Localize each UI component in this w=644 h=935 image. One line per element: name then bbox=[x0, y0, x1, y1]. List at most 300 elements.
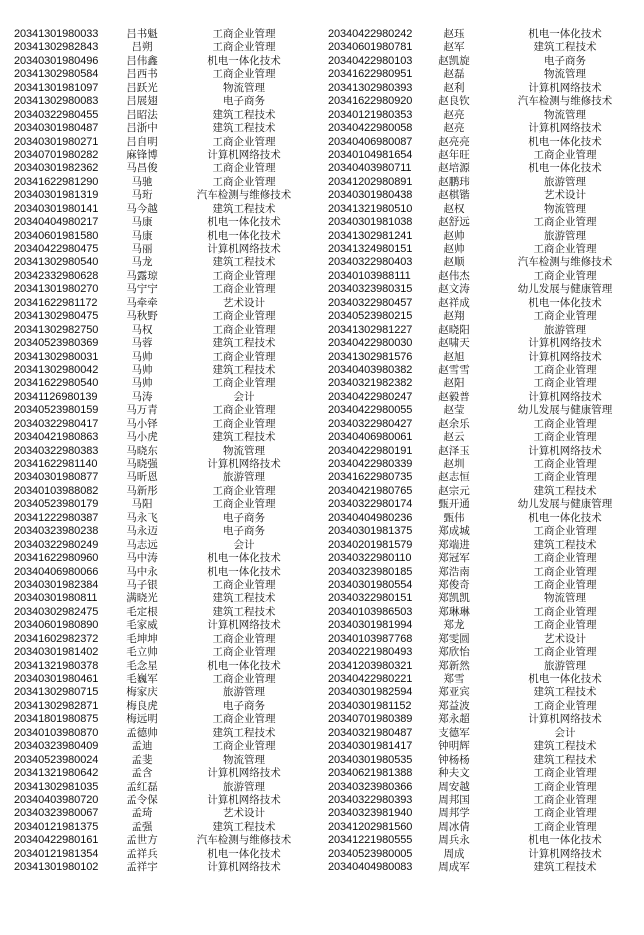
student-major: 电子商务 bbox=[223, 95, 265, 108]
student-id: 20340322980393 bbox=[328, 793, 413, 806]
table-row bbox=[322, 498, 644, 511]
student-name: 吕展翅 bbox=[126, 95, 158, 108]
table-row bbox=[0, 162, 322, 175]
student-id: 20341302980475 bbox=[14, 310, 99, 323]
student-name: 马志远 bbox=[126, 538, 158, 551]
student-name: 赵亮亮 bbox=[438, 135, 470, 148]
student-id: 20341302981227 bbox=[328, 323, 413, 336]
table-row bbox=[0, 592, 322, 605]
table-row bbox=[0, 579, 322, 592]
student-name: 马晓东 bbox=[126, 444, 158, 457]
student-id: 20341622980960 bbox=[14, 552, 99, 565]
student-name: 赵亮 bbox=[443, 122, 465, 135]
table-row bbox=[322, 270, 644, 283]
student-id: 20341302980393 bbox=[328, 81, 413, 94]
student-name: 吕自明 bbox=[126, 135, 158, 148]
student-major: 机电一体化技术 bbox=[207, 54, 281, 67]
student-id: 20340323981940 bbox=[328, 807, 413, 820]
student-id: 20340201981579 bbox=[328, 538, 413, 551]
student-name: 赵晓阳 bbox=[438, 323, 470, 336]
student-major: 机电一体化技术 bbox=[207, 565, 281, 578]
student-major: 电子商务 bbox=[223, 699, 265, 712]
student-major: 计算机网络技术 bbox=[207, 458, 281, 470]
table-row bbox=[0, 418, 322, 431]
student-id: 20340422980475 bbox=[14, 243, 99, 255]
student-id: 20340322980417 bbox=[14, 417, 99, 430]
student-name: 马小虎 bbox=[126, 431, 158, 444]
table-row bbox=[0, 633, 322, 646]
student-major: 工商企业管理 bbox=[533, 699, 597, 712]
student-major: 幼儿发展与健康管理 bbox=[517, 404, 613, 417]
student-name: 吕西书 bbox=[126, 68, 158, 81]
table-row bbox=[0, 377, 322, 390]
student-id: 20341202980891 bbox=[328, 175, 413, 188]
table-row bbox=[322, 552, 644, 565]
student-major: 工商企业管理 bbox=[212, 68, 276, 81]
student-id: 20340523980215 bbox=[328, 310, 413, 323]
student-name: 郑浩南 bbox=[438, 565, 470, 578]
table-row bbox=[0, 68, 322, 81]
student-id: 20340406980066 bbox=[14, 565, 99, 578]
table-row bbox=[0, 485, 322, 498]
student-major: 工商企业管理 bbox=[533, 646, 597, 659]
student-major: 工商企业管理 bbox=[212, 175, 276, 188]
student-major: 旅游管理 bbox=[544, 323, 586, 336]
student-major: 建筑工程技术 bbox=[212, 256, 276, 269]
student-major: 建筑工程技术 bbox=[533, 484, 597, 497]
student-name: 毛巍军 bbox=[126, 673, 158, 685]
student-name: 梅家庆 bbox=[126, 686, 158, 699]
student-id: 20340322980151 bbox=[328, 592, 413, 605]
student-major: 艺术设计 bbox=[544, 189, 586, 202]
table-row bbox=[322, 162, 644, 175]
student-name: 周邦国 bbox=[438, 793, 470, 806]
student-major: 工商企业管理 bbox=[533, 767, 597, 780]
student-name: 马牵牵 bbox=[126, 296, 158, 309]
student-id: 20341301981097 bbox=[14, 81, 99, 94]
student-name: 马珩 bbox=[131, 189, 153, 202]
student-name: 赵泽玉 bbox=[438, 444, 470, 457]
table-row bbox=[322, 539, 644, 552]
student-name: 赵凯旋 bbox=[438, 54, 470, 67]
student-major: 工商企业管理 bbox=[212, 404, 276, 417]
student-name: 孟强 bbox=[131, 820, 153, 833]
student-id: 20340421980863 bbox=[14, 431, 99, 444]
student-id: 20340301981402 bbox=[14, 646, 99, 659]
student-major: 建筑工程技术 bbox=[212, 592, 276, 605]
student-major: 工商企业管理 bbox=[212, 41, 276, 54]
student-major: 建筑工程技术 bbox=[212, 726, 276, 739]
student-name: 赵圳 bbox=[443, 458, 465, 470]
student-id: 20340301982362 bbox=[14, 162, 99, 175]
table-row bbox=[0, 606, 322, 619]
student-id: 20341321980378 bbox=[14, 659, 99, 672]
table-row bbox=[322, 391, 644, 404]
student-id: 20341622980920 bbox=[328, 95, 413, 108]
student-id: 20341302981035 bbox=[14, 780, 99, 793]
table-row bbox=[322, 740, 644, 753]
student-major: 工商企业管理 bbox=[212, 350, 276, 363]
table-row bbox=[0, 243, 322, 256]
student-name: 吕跃光 bbox=[126, 81, 158, 94]
table-row bbox=[322, 700, 644, 713]
student-name: 马帅 bbox=[131, 350, 153, 363]
student-name: 赵鹏玮 bbox=[438, 175, 470, 188]
student-name: 毛家威 bbox=[126, 619, 158, 632]
table-row bbox=[0, 794, 322, 807]
student-name: 周成 bbox=[443, 847, 465, 860]
student-name: 麻锋博 bbox=[126, 148, 158, 161]
student-major: 物流管理 bbox=[544, 68, 586, 81]
student-major: 计算机网络技术 bbox=[528, 390, 602, 403]
table-row bbox=[0, 364, 322, 377]
student-major: 工商企业管理 bbox=[533, 619, 597, 632]
table-row bbox=[322, 861, 644, 874]
table-row bbox=[322, 834, 644, 847]
student-id: 20341321980510 bbox=[328, 202, 413, 215]
table-row bbox=[322, 418, 644, 431]
student-id: 20341622980540 bbox=[14, 377, 99, 390]
table-row bbox=[322, 337, 644, 350]
student-major: 汽车检测与维修技术 bbox=[196, 189, 292, 202]
student-id: 20341302980715 bbox=[14, 686, 99, 699]
table-row bbox=[0, 122, 322, 135]
student-major: 计算机网络技术 bbox=[207, 767, 281, 780]
table-row bbox=[322, 821, 644, 834]
student-id: 20340301980535 bbox=[328, 753, 413, 766]
student-name: 种夫文 bbox=[438, 767, 470, 780]
student-major: 工商企业管理 bbox=[533, 269, 597, 282]
table-row bbox=[322, 122, 644, 135]
table-row bbox=[0, 512, 322, 525]
student-id: 20340323980067 bbox=[14, 807, 99, 820]
student-name: 郑龙 bbox=[443, 619, 465, 632]
student-name: 吕伟鑫 bbox=[126, 54, 158, 67]
student-name: 孟世方 bbox=[126, 834, 158, 847]
student-name: 甄伟 bbox=[443, 511, 465, 524]
student-name: 马子银 bbox=[126, 578, 158, 591]
student-major: 工商企业管理 bbox=[212, 283, 276, 296]
student-major: 建筑工程技术 bbox=[212, 337, 276, 350]
table-row bbox=[0, 337, 322, 350]
student-id: 20340601980890 bbox=[14, 619, 99, 632]
student-id: 20340523980179 bbox=[14, 498, 99, 511]
student-major: 计算机网络技术 bbox=[207, 148, 281, 161]
table-row bbox=[322, 364, 644, 377]
student-name: 毛坤坤 bbox=[126, 632, 158, 645]
student-major: 工商企业管理 bbox=[212, 713, 276, 726]
student-name: 马秋野 bbox=[126, 310, 158, 323]
student-id: 20340321982382 bbox=[328, 377, 413, 390]
student-major: 工商企业管理 bbox=[533, 363, 597, 376]
student-name: 马帅 bbox=[131, 377, 153, 390]
student-name: 周邦学 bbox=[438, 807, 470, 820]
student-id: 20340403980382 bbox=[328, 363, 413, 376]
student-name: 赵棋锴 bbox=[438, 189, 470, 202]
student-id: 20341622980735 bbox=[328, 471, 413, 484]
student-name: 赵舒远 bbox=[438, 216, 470, 229]
student-name: 赵顺 bbox=[443, 256, 465, 269]
student-id: 20340321980487 bbox=[328, 726, 413, 739]
student-name: 毛定根 bbox=[126, 605, 158, 618]
student-id: 20340301980271 bbox=[14, 135, 99, 148]
table-row bbox=[322, 203, 644, 216]
student-major: 建筑工程技术 bbox=[533, 538, 597, 551]
table-row bbox=[0, 203, 322, 216]
student-major: 物流管理 bbox=[544, 108, 586, 121]
student-name: 赵阳 bbox=[443, 377, 465, 390]
table-row bbox=[0, 834, 322, 847]
student-name: 满晓光 bbox=[126, 592, 158, 605]
student-major: 建筑工程技术 bbox=[533, 861, 597, 874]
student-major: 工商企业管理 bbox=[533, 417, 597, 430]
student-id: 20340301980487 bbox=[14, 122, 99, 135]
student-id: 20340301980141 bbox=[14, 202, 99, 215]
table-row bbox=[0, 700, 322, 713]
student-id: 20340323980185 bbox=[328, 565, 413, 578]
student-name: 马权 bbox=[131, 323, 153, 336]
table-row bbox=[0, 821, 322, 834]
table-row bbox=[0, 28, 322, 41]
table-row bbox=[0, 95, 322, 108]
student-id: 20341622981290 bbox=[14, 175, 99, 188]
table-row bbox=[322, 431, 644, 444]
student-id: 20340422980103 bbox=[328, 54, 413, 67]
student-name: 赵志恒 bbox=[438, 471, 470, 484]
student-major: 工商企业管理 bbox=[533, 605, 597, 618]
student-major: 工商企业管理 bbox=[212, 323, 276, 336]
student-name: 孟琦 bbox=[131, 807, 153, 820]
student-major: 建筑工程技术 bbox=[533, 740, 597, 753]
student-major: 工商企业管理 bbox=[533, 471, 597, 484]
student-name: 赵年旺 bbox=[438, 148, 470, 161]
table-row bbox=[322, 283, 644, 296]
student-major: 艺术设计 bbox=[223, 807, 265, 820]
student-name: 马今越 bbox=[126, 202, 158, 215]
student-major: 工商企业管理 bbox=[533, 525, 597, 538]
student-major: 建筑工程技术 bbox=[212, 122, 276, 135]
student-name: 赵雪雪 bbox=[438, 363, 470, 376]
student-name: 马小铎 bbox=[126, 417, 158, 430]
student-id: 20340422980191 bbox=[328, 444, 413, 457]
student-name: 赵啸天 bbox=[438, 337, 470, 350]
student-major: 工商企业管理 bbox=[212, 646, 276, 659]
student-major: 旅游管理 bbox=[223, 471, 265, 484]
student-id: 20340104981654 bbox=[328, 148, 413, 161]
student-name: 梅远明 bbox=[126, 713, 158, 726]
student-major: 工商企业管理 bbox=[212, 417, 276, 430]
student-id: 20340301981152 bbox=[328, 699, 412, 712]
student-major: 物流管理 bbox=[223, 81, 265, 94]
table-row bbox=[322, 41, 644, 54]
student-id: 20341302981241 bbox=[328, 229, 413, 242]
student-name: 周安越 bbox=[438, 780, 470, 793]
student-name: 孟令保 bbox=[126, 793, 158, 806]
student-major: 会计 bbox=[233, 538, 255, 551]
student-id: 20340302982475 bbox=[14, 605, 99, 618]
student-id: 20340301982594 bbox=[328, 686, 413, 699]
student-major: 幼儿发展与健康管理 bbox=[517, 498, 613, 511]
student-major: 物流管理 bbox=[544, 202, 586, 215]
student-major: 计算机网络技术 bbox=[528, 81, 602, 94]
table-row bbox=[322, 136, 644, 149]
table-row bbox=[0, 458, 322, 471]
student-id: 20340323980409 bbox=[14, 740, 99, 753]
student-major: 旅游管理 bbox=[544, 229, 586, 242]
table-row bbox=[0, 525, 322, 538]
student-major: 建筑工程技术 bbox=[212, 431, 276, 444]
student-id: 20340121981354 bbox=[14, 847, 99, 860]
table-row bbox=[0, 216, 322, 229]
student-name: 吕朔 bbox=[131, 41, 153, 54]
student-id: 20340322980427 bbox=[328, 417, 413, 430]
student-id: 20340404980236 bbox=[328, 511, 413, 524]
student-major: 机电一体化技术 bbox=[528, 834, 602, 847]
student-id: 20340406980087 bbox=[328, 135, 413, 148]
student-id: 20341602982372 bbox=[14, 632, 99, 645]
table-row bbox=[322, 243, 644, 256]
student-name: 赵旭 bbox=[443, 350, 465, 363]
student-id: 20340406980061 bbox=[328, 431, 413, 444]
table-row bbox=[0, 740, 322, 753]
table-row bbox=[322, 579, 644, 592]
student-major: 工商企业管理 bbox=[212, 310, 276, 323]
student-major: 工商企业管理 bbox=[533, 216, 597, 229]
student-id: 20340523980005 bbox=[328, 847, 413, 860]
student-major: 建筑工程技术 bbox=[533, 41, 597, 54]
table-row bbox=[0, 404, 322, 417]
student-name: 赵翔 bbox=[443, 310, 465, 323]
student-name: 赵权 bbox=[443, 202, 465, 215]
student-major: 机电一体化技术 bbox=[528, 135, 602, 148]
student-major: 电子商务 bbox=[223, 525, 265, 538]
student-major: 计算机网络技术 bbox=[528, 122, 602, 135]
student-major: 机电一体化技术 bbox=[207, 229, 281, 242]
student-id: 20340601980781 bbox=[328, 41, 413, 54]
student-id: 20340322980249 bbox=[14, 538, 99, 551]
student-major: 电子商务 bbox=[223, 511, 265, 524]
student-major: 工商企业管理 bbox=[212, 632, 276, 645]
table-row bbox=[0, 861, 322, 874]
table-row bbox=[0, 807, 322, 820]
student-name: 马康 bbox=[131, 216, 153, 229]
table-row bbox=[322, 458, 644, 471]
student-name: 钟杨杨 bbox=[438, 753, 470, 766]
student-id: 20340323980315 bbox=[328, 283, 413, 296]
student-name: 赵余乐 bbox=[438, 417, 470, 430]
student-major: 机电一体化技术 bbox=[207, 659, 281, 672]
student-name: 赵帅 bbox=[443, 243, 465, 255]
student-major: 机电一体化技术 bbox=[528, 28, 602, 40]
student-id: 20341302982750 bbox=[14, 323, 99, 336]
student-id: 20341222980387 bbox=[14, 511, 99, 524]
student-name: 吕书魁 bbox=[126, 28, 158, 40]
student-id: 20341622981140 bbox=[14, 458, 98, 470]
student-id: 20340403980711 bbox=[328, 162, 412, 175]
student-id: 20340301981417 bbox=[328, 740, 413, 753]
student-id: 20341203980321 bbox=[328, 659, 413, 672]
student-id: 20341301980102 bbox=[14, 861, 99, 874]
student-name: 马龙 bbox=[131, 256, 153, 269]
student-major: 工商企业管理 bbox=[212, 673, 276, 685]
student-id: 20341321980642 bbox=[14, 767, 99, 780]
student-id: 20340323980366 bbox=[328, 780, 413, 793]
roster-right-column bbox=[322, 28, 644, 935]
table-row bbox=[322, 686, 644, 699]
student-name: 梅良虎 bbox=[126, 699, 158, 712]
student-id: 20341301980033 bbox=[14, 28, 99, 40]
student-major: 计算机网络技术 bbox=[207, 793, 281, 806]
student-name: 赵祥成 bbox=[438, 296, 470, 309]
table-row bbox=[0, 727, 322, 740]
student-name: 赵宗元 bbox=[438, 484, 470, 497]
student-id: 20340301981994 bbox=[328, 619, 413, 632]
table-row bbox=[322, 781, 644, 794]
student-id: 20340301982384 bbox=[14, 578, 99, 591]
student-major: 工商企业管理 bbox=[533, 780, 597, 793]
table-row bbox=[322, 767, 644, 780]
student-major: 机电一体化技术 bbox=[207, 216, 281, 229]
student-major: 工商企业管理 bbox=[212, 377, 276, 390]
student-major: 工商企业管理 bbox=[212, 28, 276, 40]
student-name: 赵毅普 bbox=[438, 390, 470, 403]
table-row bbox=[322, 485, 644, 498]
student-major: 建筑工程技术 bbox=[533, 753, 597, 766]
student-major: 工商企业管理 bbox=[533, 807, 597, 820]
student-name: 马帅 bbox=[131, 363, 153, 376]
student-id: 20340621981388 bbox=[328, 767, 413, 780]
student-id: 20340301980496 bbox=[14, 54, 99, 67]
student-major: 工商企业管理 bbox=[533, 578, 597, 591]
table-row bbox=[0, 498, 322, 511]
table-row bbox=[322, 727, 644, 740]
student-id: 20340422980221 bbox=[328, 673, 413, 685]
student-name: 马涛 bbox=[131, 390, 153, 403]
student-id: 20340301980811 bbox=[14, 592, 98, 605]
student-name: 孟祥宇 bbox=[126, 861, 158, 874]
student-major: 旅游管理 bbox=[544, 659, 586, 672]
table-row bbox=[0, 324, 322, 337]
table-row bbox=[322, 566, 644, 579]
student-name: 孟祥兵 bbox=[126, 847, 158, 860]
table-row bbox=[0, 619, 322, 632]
student-major: 计算机网络技术 bbox=[528, 444, 602, 457]
table-row bbox=[0, 431, 322, 444]
student-major: 工商企业管理 bbox=[212, 484, 276, 497]
table-row bbox=[322, 525, 644, 538]
student-major: 计算机网络技术 bbox=[207, 861, 281, 874]
student-id: 20340523980369 bbox=[14, 337, 99, 350]
student-major: 工商企业管理 bbox=[533, 310, 597, 323]
student-major: 计算机网络技术 bbox=[528, 847, 602, 860]
student-name: 周冰倩 bbox=[438, 820, 470, 833]
table-row bbox=[0, 660, 322, 673]
table-row bbox=[0, 41, 322, 54]
student-major: 工商企业管理 bbox=[212, 578, 276, 591]
student-id: 20340103987768 bbox=[328, 632, 413, 645]
table-row bbox=[322, 445, 644, 458]
student-id: 20340322980383 bbox=[14, 444, 99, 457]
student-name: 吕昭法 bbox=[126, 108, 158, 121]
table-row bbox=[0, 283, 322, 296]
student-name: 赵伟杰 bbox=[438, 269, 470, 282]
table-row bbox=[0, 767, 322, 780]
table-row bbox=[322, 256, 644, 269]
table-row bbox=[0, 391, 322, 404]
student-major: 工商企业管理 bbox=[212, 162, 276, 175]
table-row bbox=[0, 754, 322, 767]
student-name: 赵珏 bbox=[443, 28, 465, 40]
